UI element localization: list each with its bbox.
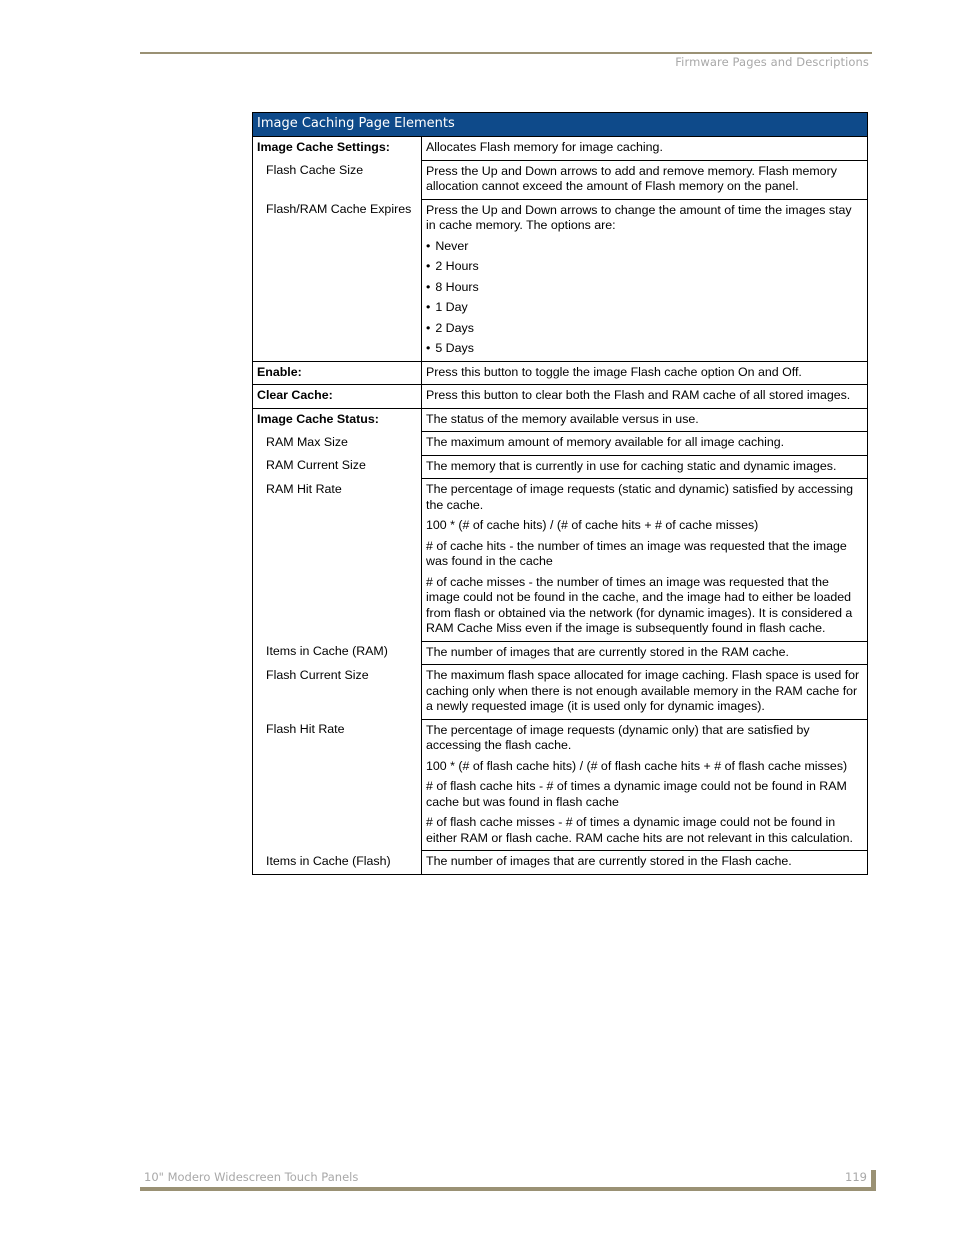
row-description <box>422 851 868 875</box>
table-header-row <box>253 113 868 137</box>
row-description <box>422 719 868 851</box>
row-description <box>422 160 868 199</box>
description-text: # of flash cache misses - # of times a dynamic image could not be found in either RAM or flash cache. RAM cache hits are not relevant in this calculation. <box>426 815 853 845</box>
description-text: # of cache misses - the number of times an image was requested that the image could not be found in the cache, and the image had to either be loaded from flash or obtained via the network (for dynamic images). It is considered a RAM Cache Miss even if the image is subsequently found in flash cache. <box>426 574 853 635</box>
formula-text: 100 * (# of flash cache hits) / (# of flash cache hits + # of flash cache misses) <box>426 758 848 773</box>
table-row <box>253 719 868 851</box>
footer-document-title: 10" Modero Widescreen Touch Panels <box>144 1170 359 1184</box>
list-item: • 1 Day <box>426 300 863 316</box>
row-label: Image Cache Status: <box>253 408 422 432</box>
table-row <box>253 479 868 642</box>
row-description <box>422 408 868 432</box>
description-text: Press this button to clear both the Flash and RAM cache of all stored images. <box>426 388 851 402</box>
list-item: • Never <box>426 239 863 255</box>
table-row <box>253 641 868 665</box>
table-row <box>253 361 868 385</box>
table-row <box>253 851 868 875</box>
table-row <box>253 160 868 199</box>
row-label: Items in Cache (Flash) <box>253 851 422 875</box>
row-description <box>422 361 868 385</box>
table-row <box>253 137 868 161</box>
description-text: # of flash cache hits - # of times a dynamic image could not be found in RAM cache but was found in flash cache <box>426 779 847 809</box>
description-text: Press this button to toggle the image Flash cache option On and Off. <box>426 364 802 379</box>
description-text: Press the Up and Down arrows to change the amount of time the images stay in cache memory. The options are: <box>426 202 852 232</box>
row-label: Image Cache Settings: <box>253 137 422 161</box>
row-description <box>422 432 868 456</box>
row-label: RAM Max Size <box>253 432 422 456</box>
description-text: The number of images that are currently stored in the Flash cache. <box>426 854 792 868</box>
row-description <box>422 199 868 361</box>
table-row <box>253 408 868 432</box>
table-row <box>253 455 868 479</box>
table-row <box>253 385 868 409</box>
description-text: The number of images that are currently stored in the RAM cache. <box>426 644 789 659</box>
image-caching-elements-table <box>252 112 868 875</box>
table-row <box>253 432 868 456</box>
row-label: Flash Hit Rate <box>253 719 422 851</box>
footer-rule <box>140 1187 876 1191</box>
row-label: Clear Cache: <box>253 385 422 409</box>
description-text: The percentage of image requests (static and dynamic) satisfied by accessing the cache. <box>426 482 854 512</box>
header-rule <box>140 52 872 54</box>
list-item: • 5 Days <box>426 341 863 357</box>
description-text: The maximum flash space allocated for image caching. Flash space is used for caching only when there is not enough available memory in the RAM cache for a newly requested image (it is used only for dynamic images). <box>426 668 860 713</box>
row-description <box>422 479 868 642</box>
list-item: • 8 Hours <box>426 280 863 296</box>
row-label: RAM Hit Rate <box>253 479 422 642</box>
description-text: The percentage of image requests (dynamic only) that are satisfied by accessing the flash cache. <box>426 722 810 752</box>
running-header: Firmware Pages and Descriptions <box>675 55 869 69</box>
row-description <box>422 137 868 161</box>
row-label: Flash Cache Size <box>253 160 422 199</box>
page-number: 119 <box>845 1170 867 1184</box>
description-text: The memory that is currently in use for caching static and dynamic images. <box>426 458 837 473</box>
row-label: Enable: <box>253 361 422 385</box>
row-description <box>422 665 868 720</box>
row-description <box>422 385 868 409</box>
description-text: The maximum amount of memory available for all image caching. <box>426 435 785 449</box>
table-row <box>253 665 868 720</box>
row-description <box>422 455 868 479</box>
expire-options-list <box>426 239 863 357</box>
formula-text: 100 * (# of cache hits) / (# of cache hits + # of cache misses) <box>426 518 759 532</box>
description-text: The status of the memory available versus in use. <box>426 411 699 426</box>
description-text: Press the Up and Down arrows to add and remove memory. Flash memory allocation cannot exceed the amount of Flash memory on the panel. <box>426 163 837 193</box>
table-title: Image Caching Page Elements <box>253 113 868 137</box>
row-label: Flash/RAM Cache Expires <box>253 199 422 361</box>
row-label: Flash Current Size <box>253 665 422 720</box>
description-text: # of cache hits - the number of times an image was requested that the image was found in the cache <box>426 538 847 568</box>
list-item: • 2 Hours <box>426 259 863 275</box>
list-item: • 2 Days <box>426 321 863 337</box>
description-text: Allocates Flash memory for image caching. <box>426 140 663 154</box>
row-description <box>422 641 868 665</box>
table-row <box>253 199 868 361</box>
footer-rule-tick <box>871 1170 876 1191</box>
row-label: Items in Cache (RAM) <box>253 641 422 665</box>
row-label: RAM Current Size <box>253 455 422 479</box>
